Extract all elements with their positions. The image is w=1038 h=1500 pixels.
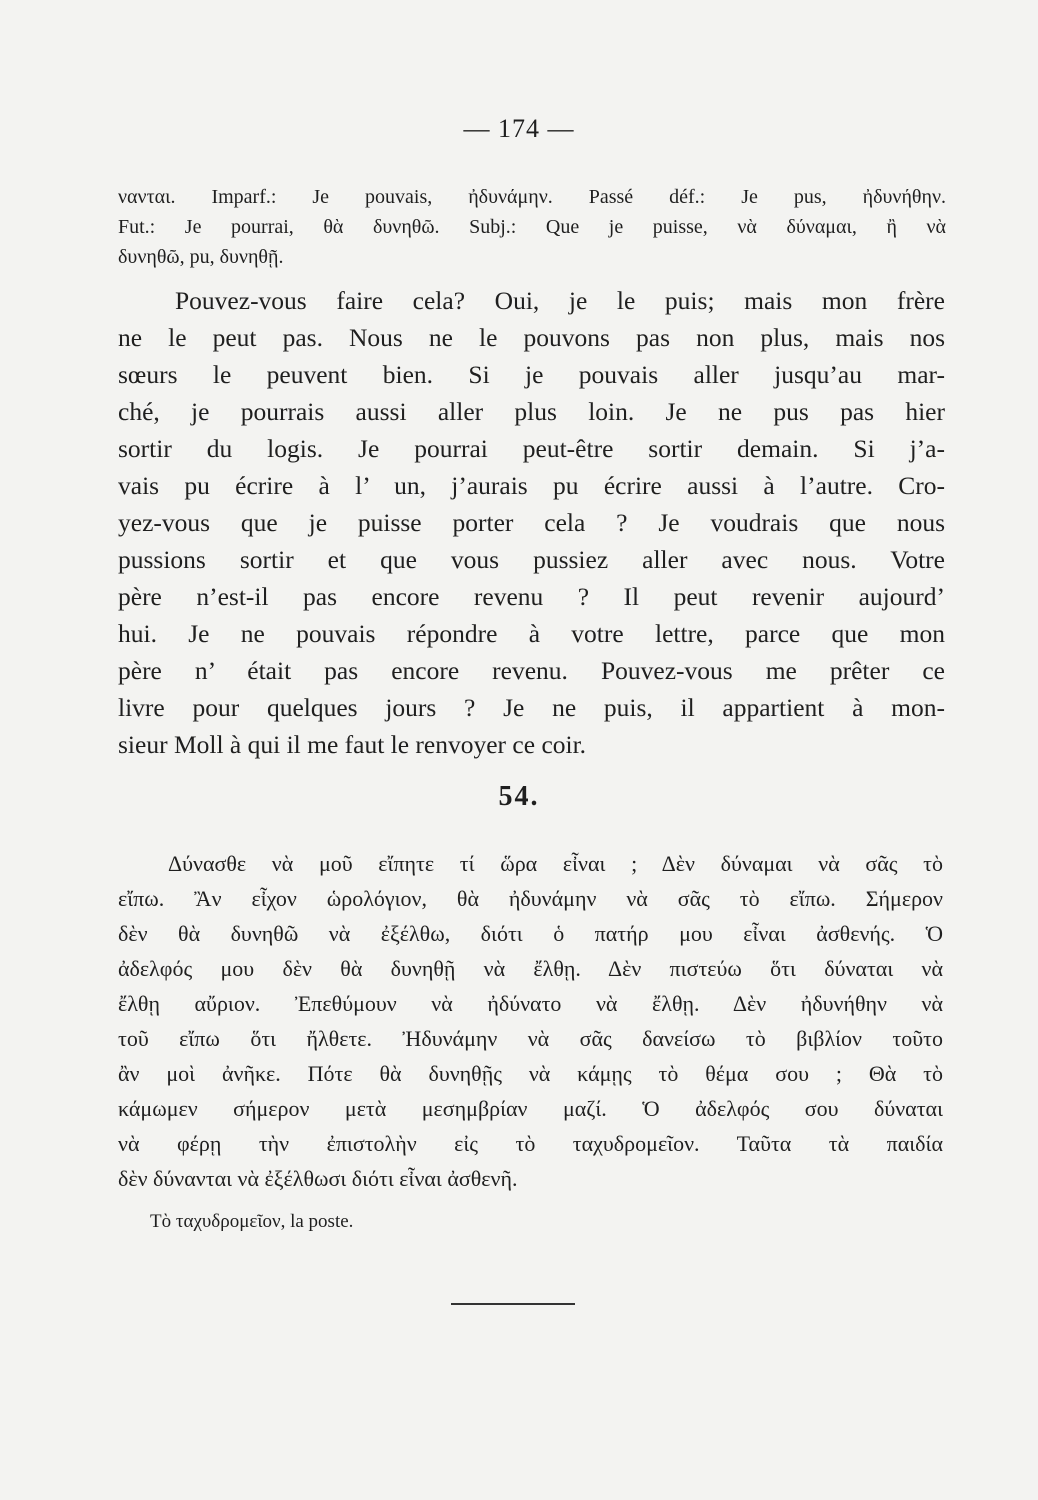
greek-line: ἂν μοὶ ἀνῆκε. Πότε θὰ δυνηθῇς νὰ κάμῃς τὸ θέμα σου ; Θὰ τὸ [118, 1061, 943, 1086]
greek-line: Δύνασθε νὰ μοῦ εἴπητε τί ὥρα εἶναι ; Δὲν δύναμαι νὰ σᾶς τὸ [168, 851, 943, 876]
text-line: père n’ était pas encore revenu. Pouvez-vous me prêter ce [118, 656, 945, 685]
text-line: ché, je pourrais aussi aller plus loin. Je ne pus pas hier [118, 397, 945, 426]
text-line: sieur Moll à qui il me faut le renvoyer ce coir. [118, 730, 587, 759]
text-line: yez-vous que je puisse porter cela ? Je voudrais que nous [118, 508, 945, 537]
note-line: νανται. Imparf.: Je pouvais, ἠδυνάμην. Passé déf.: Je pus, ἠδυνήθην. [118, 186, 946, 208]
greek-line: δὲν δύνανται νὰ ἐξέλθωσι διότι εἶναι ἀσθενῆ. [118, 1166, 518, 1191]
text-line: Pouvez-vous faire cela? Oui, je le puis; mais mon frère [175, 286, 945, 315]
text-line: sœurs le peuvent bien. Si je pouvais aller jusqu’au mar- [118, 360, 945, 389]
text-line: ne le peut pas. Nous ne le pouvons pas non plus, mais nos [118, 323, 945, 352]
greek-line: κάμωμεν σήμερον μετὰ μεσημβρίαν μαζί. Ὁ ἀδελφός σου δύναται [118, 1096, 943, 1121]
greek-line: εἴπω. Ἂν εἶχον ὡρολόγιον, θὰ ἠδυνάμην νὰ σᾶς τὸ εἴπω. Σήμερον [118, 886, 943, 911]
greek-line: τοῦ εἴπω ὅτι ἤλθετε. Ἠδυνάμην νὰ σᾶς δανείσω τὸ βιβλίον τοῦτο [118, 1026, 943, 1051]
text-line: père n’est-il pas encore revenu ? Il peut revenir aujourd’ [118, 582, 945, 611]
section-number: 54. [498, 781, 540, 812]
greek-line: δὲν θὰ δυνηθῶ νὰ ἐξέλθω, διότι ὁ πατήρ μου εἶναι ἀσθενής. Ὁ [118, 921, 943, 946]
text-line: hui. Je ne pouvais répondre à votre lettre, parce que mon [118, 619, 945, 648]
greek-line: ἔλθῃ αὔριον. Ἐπεθύμουν νὰ ἠδύνατο νὰ ἔλθῃ. Δὲν ἠδυνήθην νὰ [118, 991, 943, 1016]
text-line: vais pu écrire à l’ un, j’aurais pu écrire aussi à l’autre. Cro- [118, 471, 945, 500]
closing-rule [451, 1303, 575, 1305]
greek-line: ἀδελφός μου δὲν θὰ δυνηθῇ νὰ ἔλθῃ. Δὲν πιστεύω ὅτι δύναται νὰ [118, 956, 943, 981]
text-line: sortir du logis. Je pourrai peut-être sortir demain. Si j’a- [118, 434, 945, 463]
text-line: pussions sortir et que vous pussiez aller avec nous. Votre [118, 545, 945, 574]
text-line: livre pour quelques jours ? Je ne puis, il appartient à mon- [118, 693, 945, 722]
page-number: — 174 — [463, 114, 575, 143]
note-line: Fut.: Je pourrai, θὰ δυνηθῶ. Subj.: Que je puisse, νὰ δύναμαι, ἢ νὰ [118, 216, 946, 238]
greek-line: νὰ φέρῃ τὴν ἐπιστολὴν εἰς τὸ ταχυδρομεῖον. Ταῦτα τὰ παιδία [118, 1131, 943, 1156]
note-line: δυνηθῶ, pu, δυνηθῇ. [118, 246, 284, 268]
footnote: Τὸ ταχυδρομεῖον, la poste. [150, 1211, 354, 1232]
